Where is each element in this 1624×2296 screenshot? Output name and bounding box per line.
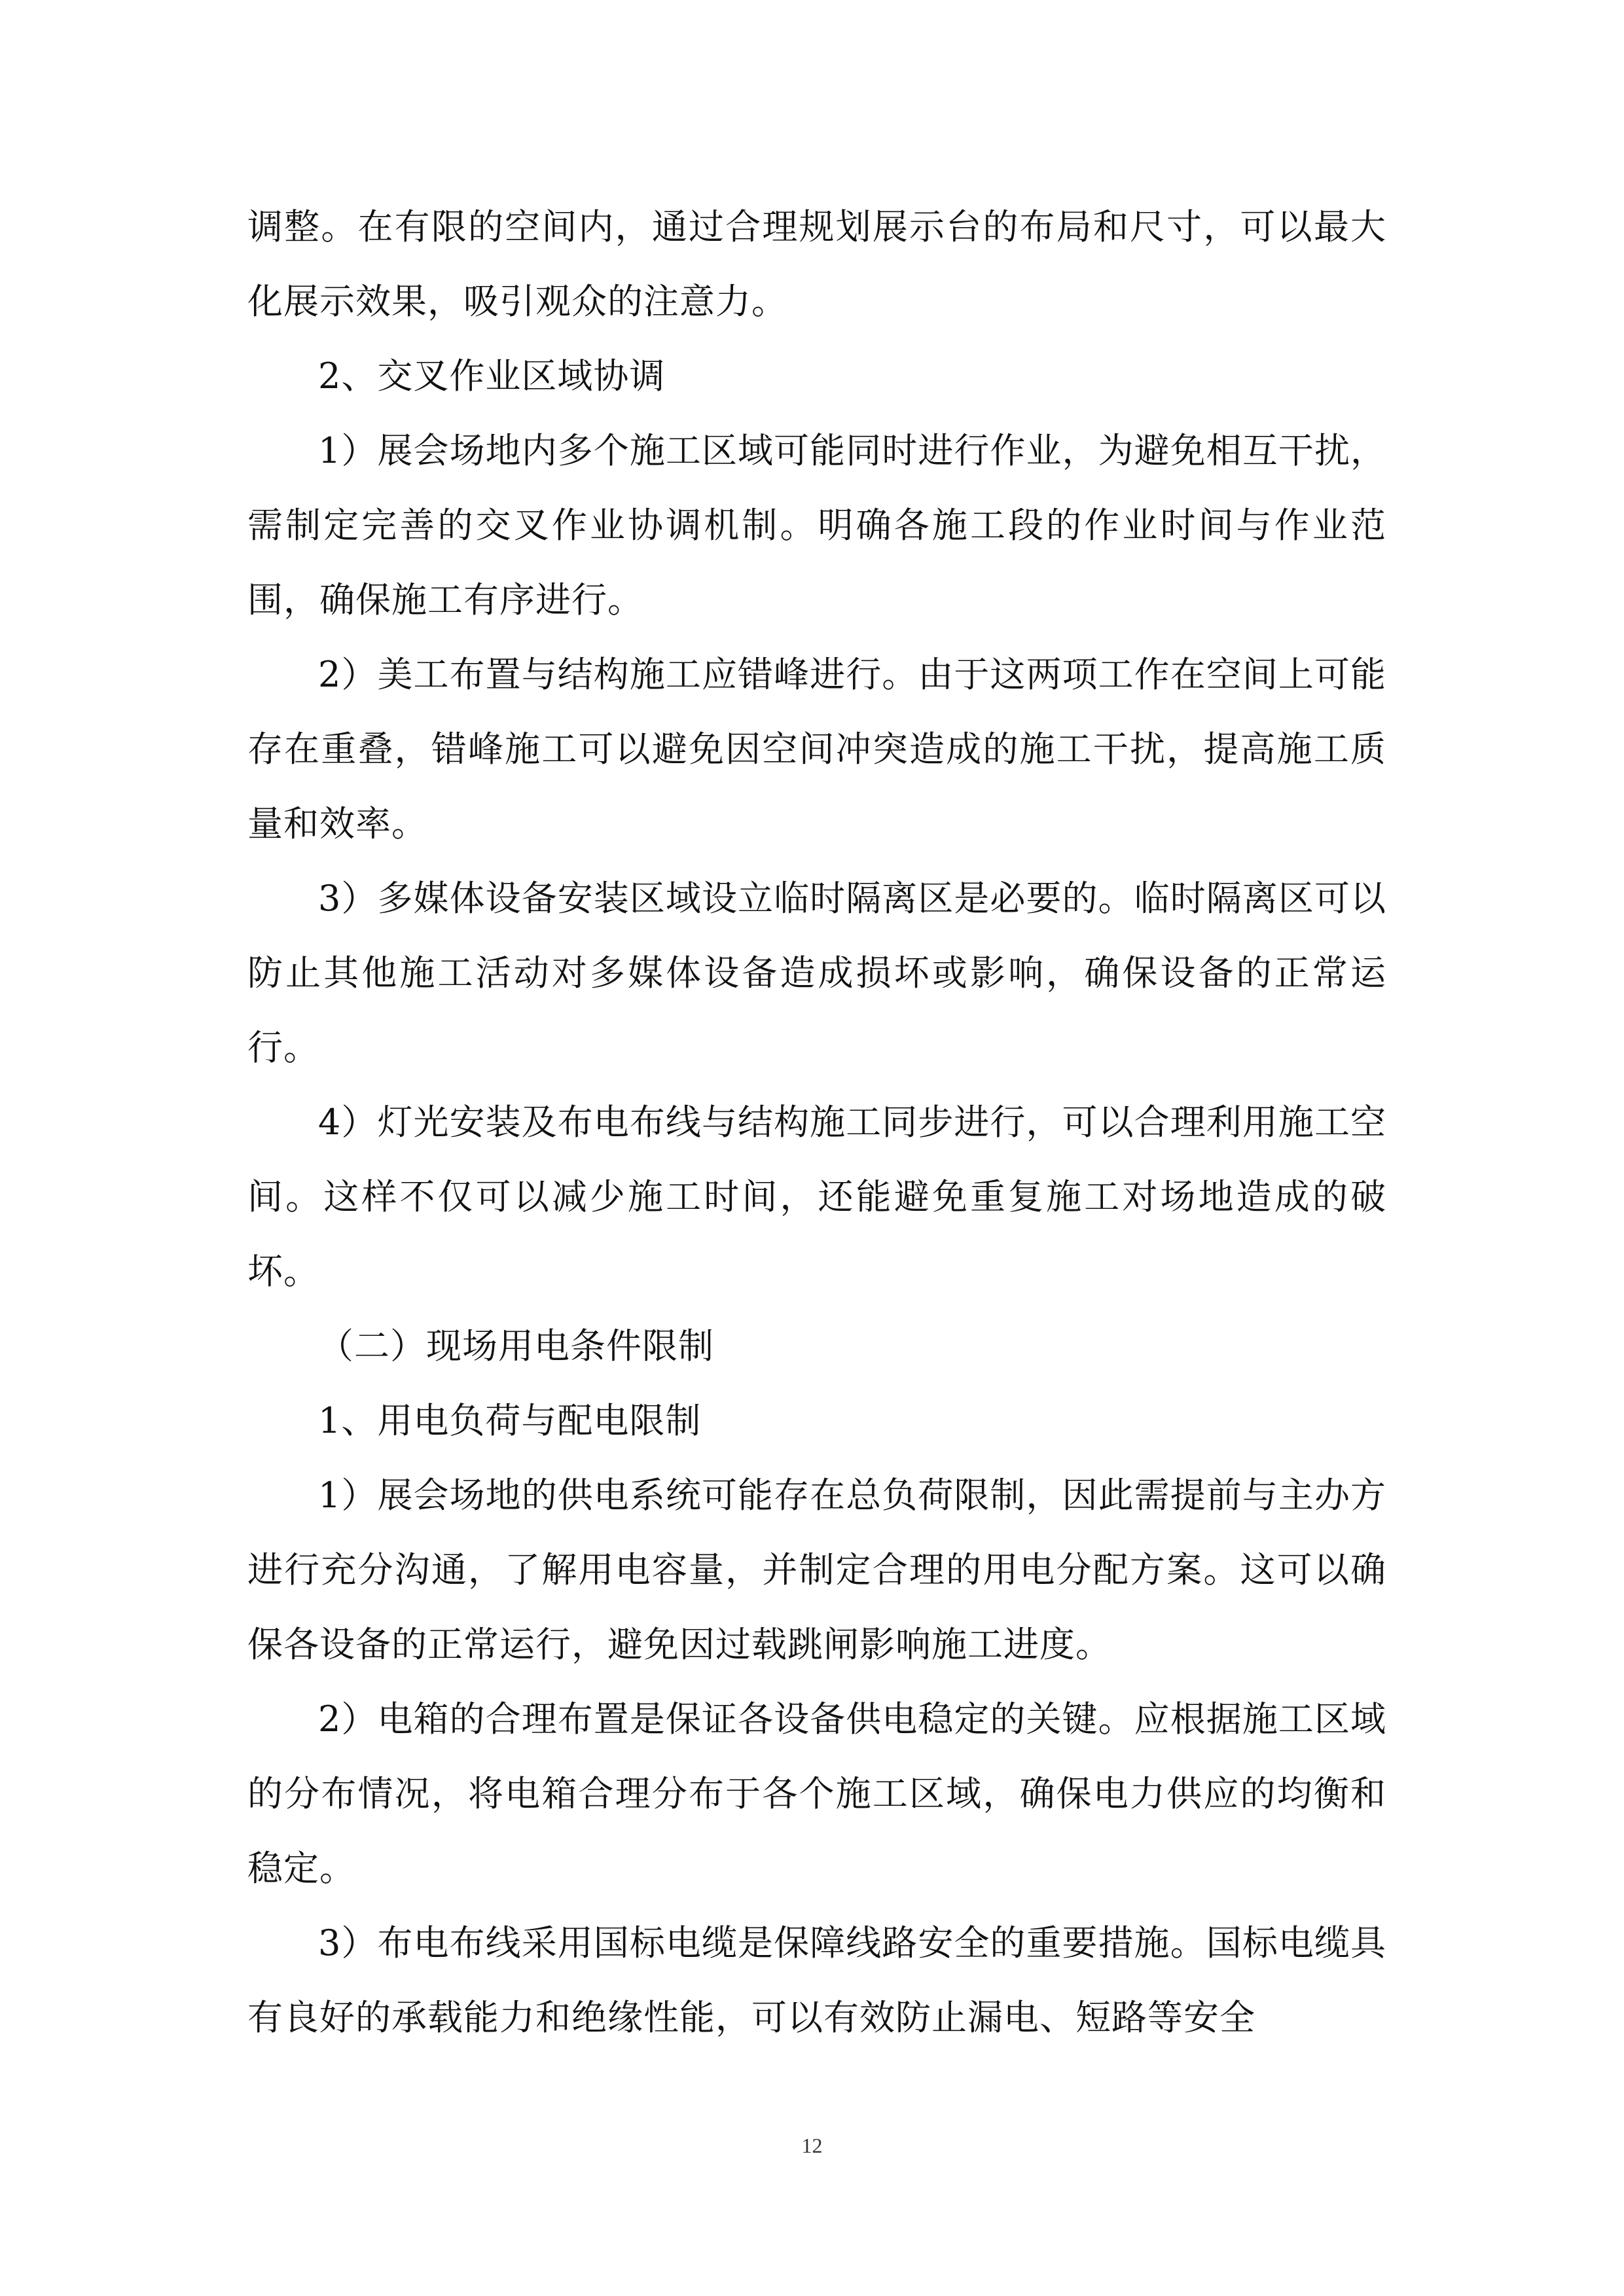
heading-cross-work-coordination: 2、交叉作业区域协调 [318, 355, 666, 397]
heading-power-load: 1、用电负荷与配电限制 [318, 1400, 702, 1441]
paragraph-cross-work-1: 1）展会场地内多个施工区域可能同时进行作业，为避免相互干扰，需制定完善的交叉作业协调机制。明确各施工段的作业时间与作业范围，确保施工有序进行。 [247, 430, 1386, 620]
paragraph-power-3: 3）布电布线采用国标电缆是保障线路安全的重要措施。国标电缆具有良好的承载能力和绝缘性能，可以有效防止漏电、短路等安全 [247, 1922, 1386, 2038]
page-number: 12 [801, 2134, 823, 2157]
section-heading-power-limits: （二）现场用电条件限制 [318, 1325, 714, 1367]
paragraph-power-2: 2）电箱的合理布置是保证各设备供电稳定的关键。应根据施工区域的分布情况，将电箱合理分布于各个施工区域，确保电力供应的均衡和稳定。 [247, 1698, 1386, 1889]
paragraph-cross-work-2: 2）美工布置与结构施工应错峰进行。由于这两项工作在空间上可能存在重叠，错峰施工可以避免因空间冲突造成的施工干扰，提高施工质量和效率。 [247, 654, 1386, 844]
paragraph-continuation: 调整。在有限的空间内，通过合理规划展示台的布局和尺寸，可以最大化展示效果，吸引观众的注意力。 [247, 206, 1386, 322]
paragraph-cross-work-3: 3）多媒体设备安装区域设立临时隔离区是必要的。临时隔离区可以防止其他施工活动对多媒体设备造成损坏或影响，确保设备的正常运行。 [247, 878, 1386, 1068]
paragraph-cross-work-4: 4）灯光安装及布电布线与结构施工同步进行，可以合理利用施工空间。这样不仅可以减少施工时间，还能避免重复施工对场地造成的破坏。 [247, 1102, 1386, 1292]
paragraph-power-1: 1）展会场地的供电系统可能存在总负荷限制，因此需提前与主办方进行充分沟通，了解用电容量，并制定合理的用电分配方案。这可以确保各设备的正常运行，避免因过载跳闸影响施工进度。 [247, 1475, 1386, 1665]
body-text [247, 190, 1386, 2055]
